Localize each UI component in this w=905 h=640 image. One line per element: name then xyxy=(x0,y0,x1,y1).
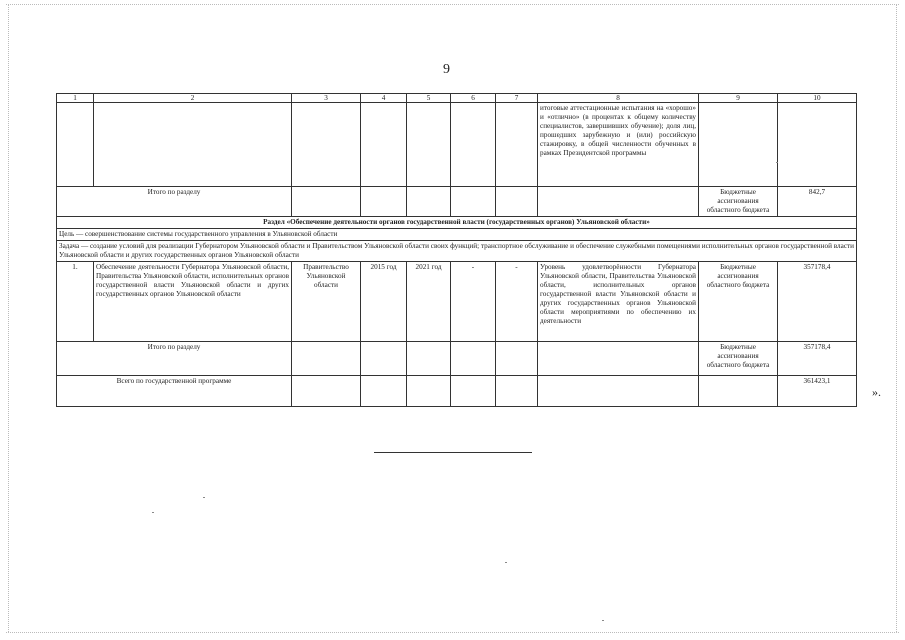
empty-cell xyxy=(361,376,407,407)
empty-cell xyxy=(292,342,361,376)
total-label: Итого по разделу xyxy=(57,187,292,217)
empty-cell xyxy=(361,103,407,187)
scan-edge-right xyxy=(896,4,897,632)
section-title: Раздел «Обеспечение деятельности органов государственной власти (государственных органов) Ульяновской области» xyxy=(57,217,857,229)
grand-total-label: Всего по государственной программе xyxy=(57,376,292,407)
task-row xyxy=(57,241,857,262)
empty-cell xyxy=(292,187,361,217)
scan-speck xyxy=(203,497,205,498)
funding-source: Бюджетные ассигнования областного бюджета xyxy=(699,187,778,217)
empty-cell xyxy=(407,187,451,217)
section-title-row xyxy=(57,217,857,229)
header-cell-8: 8 xyxy=(538,94,699,103)
empty-cell xyxy=(496,103,538,187)
item-executor: Правительство Ульяновской области xyxy=(292,262,361,342)
header-cell-9: 9 xyxy=(699,94,778,103)
section-task: Задача — создание условий для реализации Губернатором Ульяновской области и Правительством Ульяновской области своих функций; транспортное обслуживание и обеспечение служебными помещениями исполнительных органов государственной власти Ульяновской области и других государственных органов Ульяновской области xyxy=(57,241,857,262)
empty-cell xyxy=(57,103,94,187)
table-row xyxy=(57,262,857,342)
header-cell-7: 7 xyxy=(496,94,538,103)
item-col6: - xyxy=(451,262,496,342)
empty-cell xyxy=(451,376,496,407)
header-cell-10: 10 xyxy=(778,94,857,103)
scan-speck xyxy=(776,162,778,163)
closing-quote: ». xyxy=(872,385,881,399)
scan-speck xyxy=(152,512,154,513)
scan-edge-left xyxy=(8,4,9,632)
funding-source: Бюджетные ассигнования областного бюджета xyxy=(699,342,778,376)
total-row xyxy=(57,187,857,217)
header-cell-2: 2 xyxy=(94,94,292,103)
section-goal: Цель — совершенствование системы государственного управления в Ульяновской области xyxy=(57,229,857,241)
item-name: Обеспечение деятельности Губернатора Ульяновской области, Правительства Ульяновской области, исполнительных органов государственной власти Ульяновской области и других государственных органов Ульяновской области xyxy=(94,262,292,342)
empty-cell xyxy=(496,187,538,217)
signature-line xyxy=(374,452,532,453)
empty-cell xyxy=(699,376,778,407)
empty-cell xyxy=(407,342,451,376)
empty-cell xyxy=(778,103,857,187)
empty-cell xyxy=(292,376,361,407)
continuation-row xyxy=(57,103,857,187)
grand-total-amount: 361423,1 xyxy=(778,376,857,407)
empty-cell xyxy=(292,103,361,187)
empty-cell xyxy=(94,103,292,187)
item-amount: 357178,4 xyxy=(778,262,857,342)
empty-cell xyxy=(538,187,699,217)
funding-source: Бюджетные ассигнования областного бюджета xyxy=(699,262,778,342)
empty-cell xyxy=(407,103,451,187)
program-table xyxy=(56,93,857,407)
total-row xyxy=(57,342,857,376)
header-cell-1: 1 xyxy=(57,94,94,103)
indicator-continuation: итоговые аттестационные испытания на «хорошо» и «отлично» (в процентах к общему количеству специалистов, завершивших обучение); доля лиц, прошедших зарубежную и (или) российскую стажировку, в общей численности обученных в рамках Президентской программы xyxy=(538,103,699,187)
empty-cell xyxy=(538,342,699,376)
item-col7: - xyxy=(496,262,538,342)
empty-cell xyxy=(451,342,496,376)
grand-total-row xyxy=(57,376,857,407)
scan-edge-bottom xyxy=(6,632,899,633)
header-cell-6: 6 xyxy=(451,94,496,103)
empty-cell xyxy=(361,342,407,376)
scan-speck xyxy=(505,562,507,563)
empty-cell xyxy=(451,187,496,217)
empty-cell xyxy=(496,376,538,407)
scan-speck xyxy=(602,620,604,621)
empty-cell xyxy=(538,376,699,407)
empty-cell xyxy=(699,103,778,187)
total-amount: 357178,4 xyxy=(778,342,857,376)
scan-edge-top xyxy=(6,4,899,5)
goal-row xyxy=(57,229,857,241)
item-number: 1. xyxy=(57,262,94,342)
page-number: 9 xyxy=(443,62,450,77)
empty-cell xyxy=(451,103,496,187)
header-cell-5: 5 xyxy=(407,94,451,103)
empty-cell xyxy=(407,376,451,407)
header-row xyxy=(57,94,857,103)
item-start-year: 2015 год xyxy=(361,262,407,342)
header-cell-4: 4 xyxy=(361,94,407,103)
total-label: Итого по разделу xyxy=(57,342,292,376)
item-end-year: 2021 год xyxy=(407,262,451,342)
header-cell-3: 3 xyxy=(292,94,361,103)
empty-cell xyxy=(361,187,407,217)
total-amount: 842,7 xyxy=(778,187,857,217)
item-indicator: Уровень удовлетворённости Губернатора Ульяновской области, Правительства Ульяновской области, исполнительных органов государственной власти Ульяновской области и других государственных органов Ульяновской области мероприятиями по обеспечению их деятельности xyxy=(538,262,699,342)
empty-cell xyxy=(496,342,538,376)
